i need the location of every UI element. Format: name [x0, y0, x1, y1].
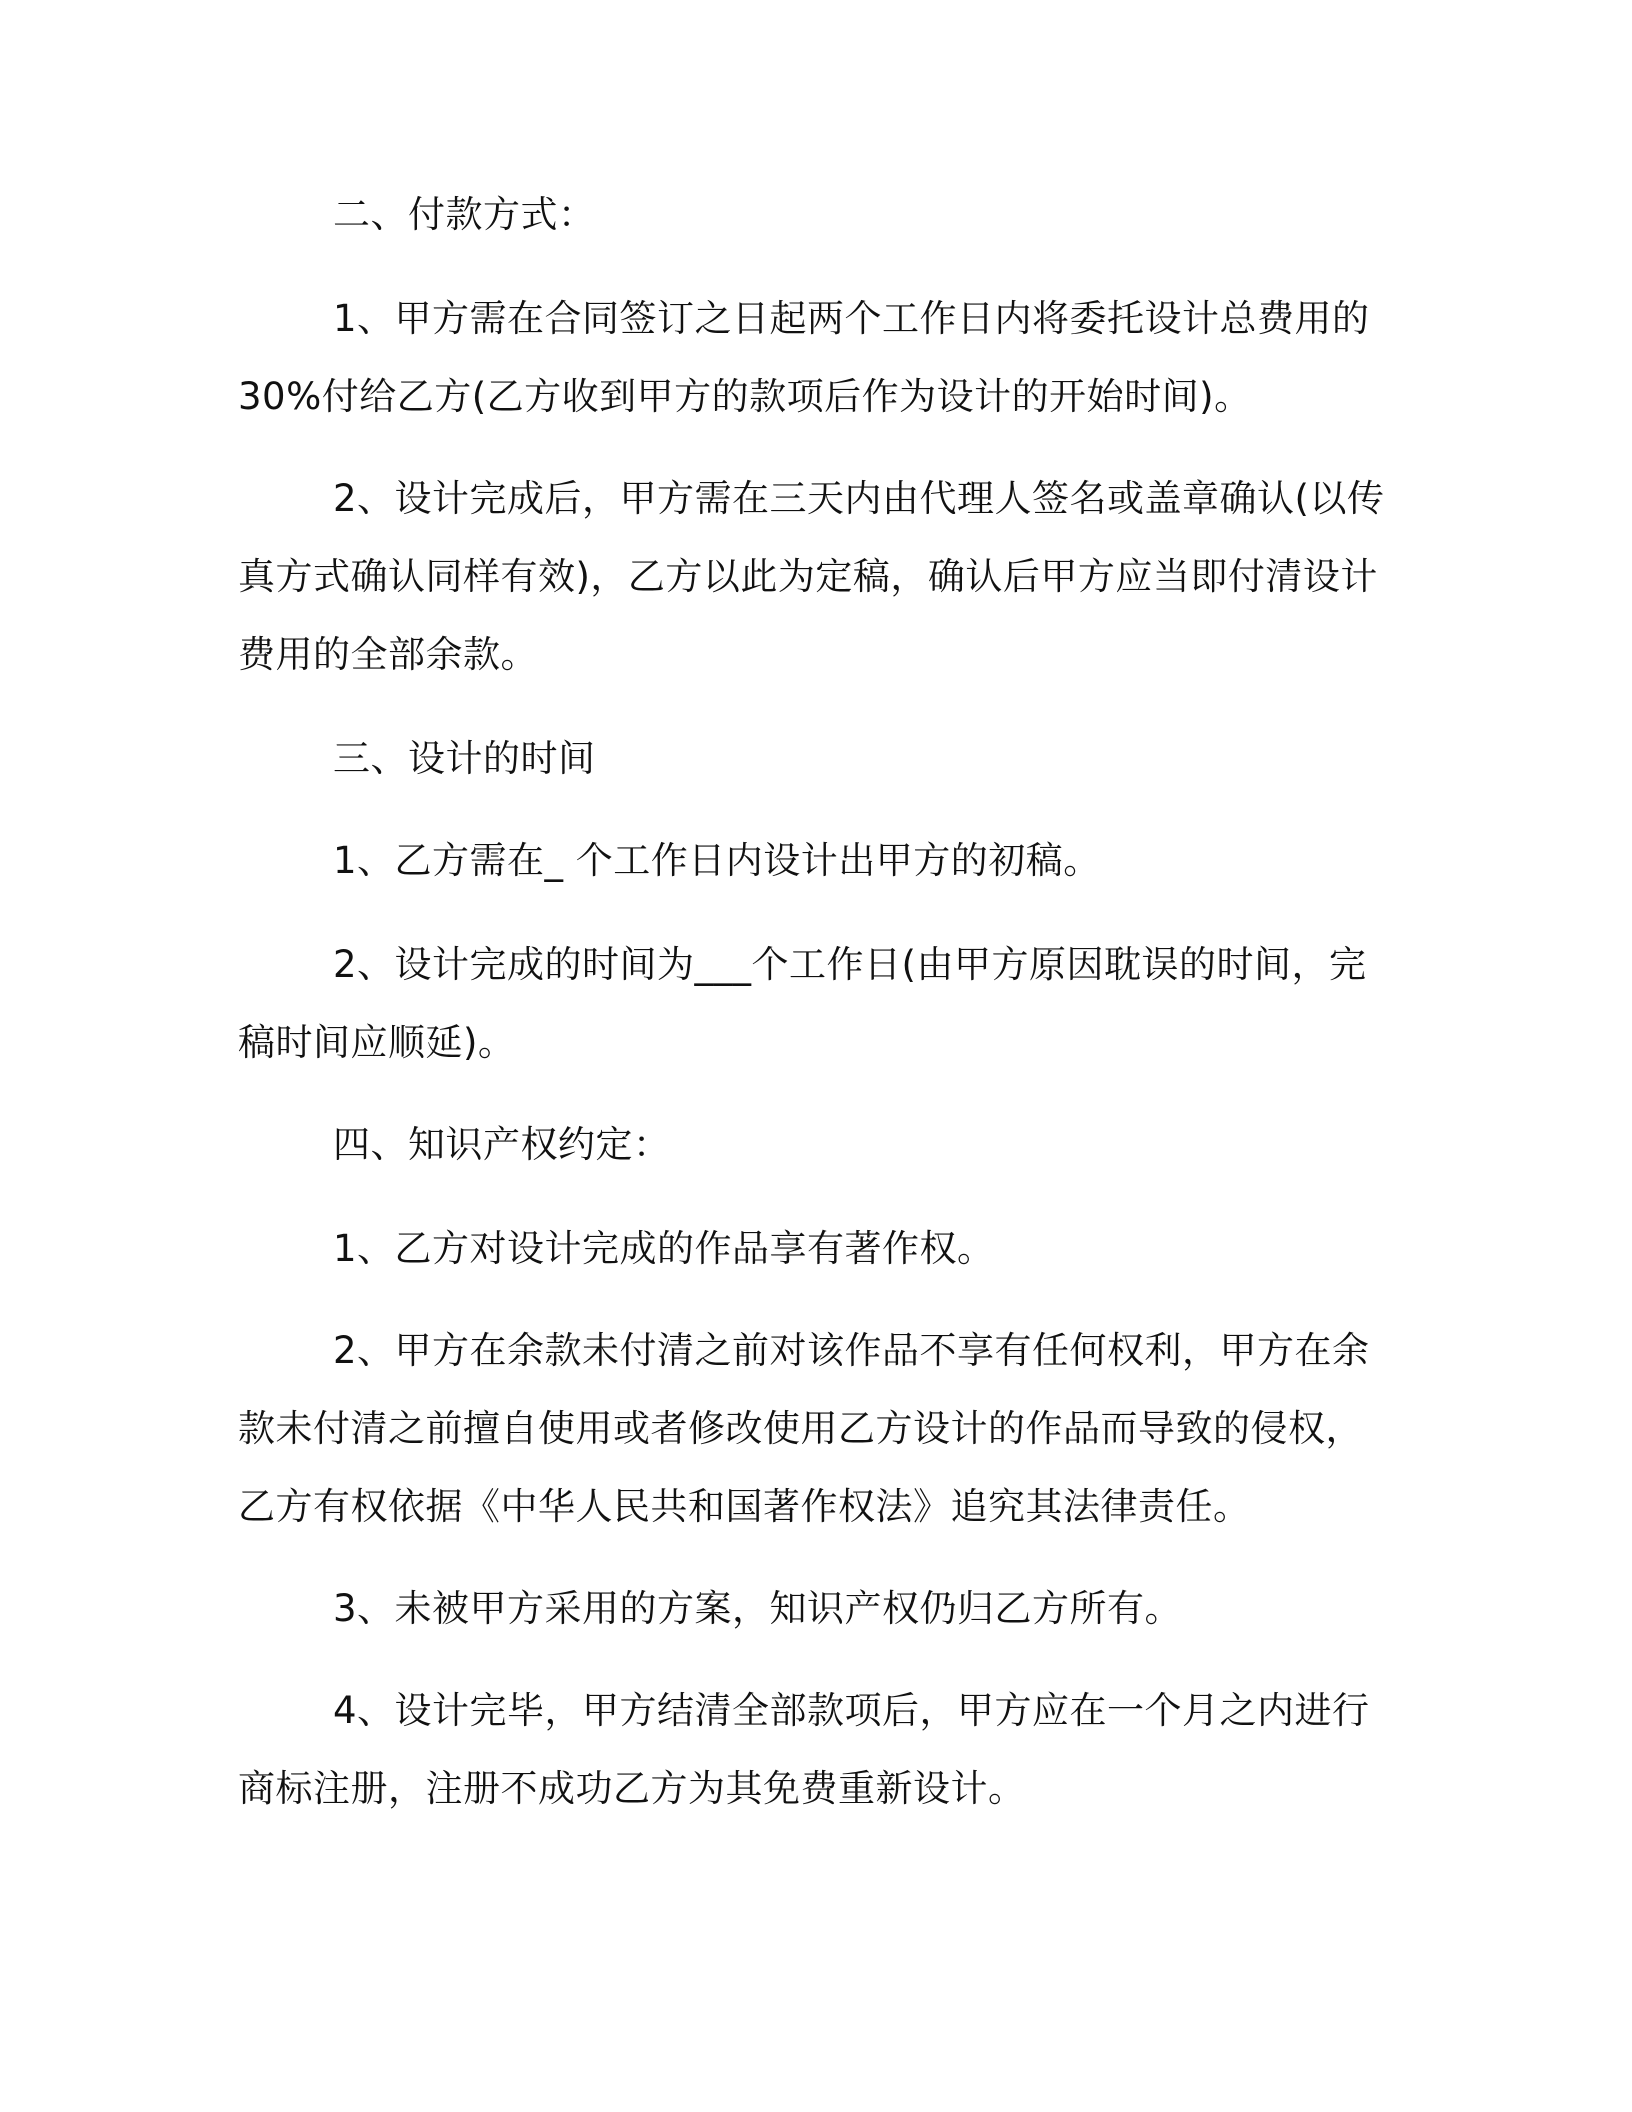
section-heading-ip: 四、知识产权约定：: [333, 1123, 671, 1166]
ip-clause-1: 1、乙方对设计完成的作品享有著作权。: [333, 1227, 995, 1270]
ip-clause-2: 2、甲方在余款未付清之前对该作品不享有任何权利，甲方在余款未付清之前擅自使用或者修改使用乙方设计的作品而导致的侵权，乙方有权依据《中华人民共和国著作权法》追究其法律责任。: [238, 1329, 1370, 1528]
design-time-clause-2: 2、设计完成的时间为___个工作日(由甲方原因耽误的时间，完稿时间应顺延)。: [238, 943, 1367, 1064]
section-heading-payment: 二、付款方式：: [333, 193, 596, 236]
section-heading-design-time: 三、设计的时间: [333, 737, 596, 780]
payment-clause-1: 1、甲方需在合同签订之日起两个工作日内将委托设计总费用的30%付给乙方(乙方收到甲方的款项后作为设计的开始时间)。: [238, 297, 1370, 418]
document-body: [238, 176, 1388, 1828]
payment-clause-2: 2、设计完成后，甲方需在三天内由代理人签名或盖章确认(以传真方式确认同样有效)，乙方以此为定稿，确认后甲方应当即付清设计费用的全部余款。: [238, 477, 1385, 676]
ip-clause-3: 3、未被甲方采用的方案，知识产权仍归乙方所有。: [333, 1587, 1183, 1630]
ip-clause-4: 4、设计完毕，甲方结清全部款项后，甲方应在一个月之内进行商标注册，注册不成功乙方为其免费重新设计。: [238, 1689, 1370, 1810]
design-time-clause-1: 1、乙方需在_ 个工作日内设计出甲方的初稿。: [333, 839, 1101, 882]
